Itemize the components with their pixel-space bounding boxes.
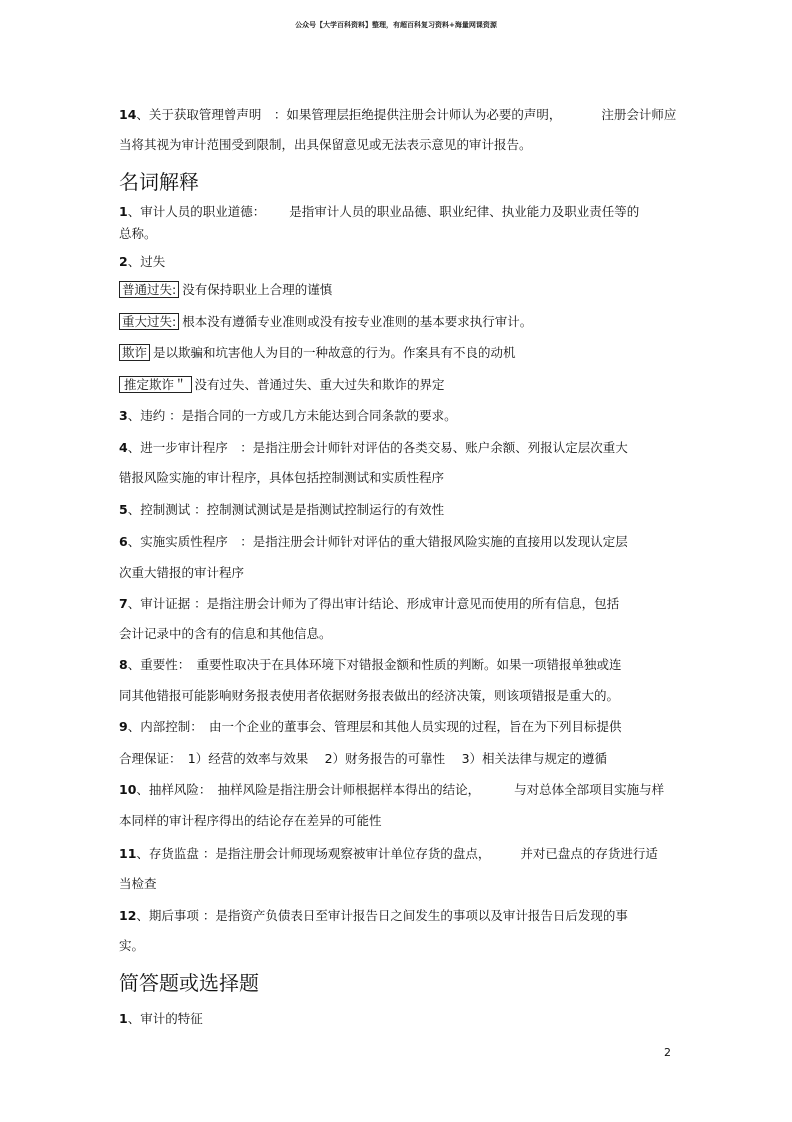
term-4-line1 [119,440,628,456]
page-header: 公众号【大学百科资料】整理，有超百科复习资料+海量网课资源 [295,21,497,29]
boxed-term: 重大过失: [119,313,179,330]
section-heading-terms: 名词解释 [119,170,199,194]
term-ordinary-negligence [119,282,332,298]
term-fraud [119,345,516,361]
term-11-text-b: 并对已盘点的存货进行适 [520,846,658,861]
term-1-line2: 总称。 [119,226,157,241]
item-number: 12 [119,908,137,923]
term-1-title: 、审计人员的职业道德： [127,204,266,219]
item-number: 11 [119,846,137,861]
term-12-line1 [119,908,628,924]
term-constructive-fraud [119,377,445,393]
section-heading-short-answer: 简答题或选择题 [119,971,259,995]
item-number: 14 [119,107,137,122]
term-6-line2: 次重大错报的审计程序 [119,565,245,580]
item-number: 10 [119,782,137,797]
term-9-line2: 合理保证： 1）经营的效率与效果 2）财务报告的可靠性 3）相关法律与规定的遵循 [119,751,608,766]
term-5-text: 、控制测试 ：控制测试测试是是指测试控制运行的有效性 [127,502,445,517]
term-def: 根本没有遵循专业准则或没有按专业准则的基本要求执行审计。 [182,314,533,329]
term-8-line1 [119,657,621,673]
page-number: 2 [664,1046,671,1059]
term-def: 没有过失、普通过失、重大过失和欺诈的界定 [194,377,445,392]
term-gross-negligence [119,314,532,330]
term-def: 是以欺骗和坑害他人为目的一种故意的行为。作案具有不良的动机 [153,345,516,360]
term-2-title: 、过失 [127,254,166,269]
term-12-text: 、期后事项 ：是指资产负债表日至审计报告日之间发生的事项以及审计报告日后发现的事 [136,908,628,923]
term-6-text: 、实施实质性程序 ：是指注册会计师针对评估的重大错报风险实施的直接用以发现认定层 [127,534,628,549]
item-number: 1 [119,204,128,219]
term-5 [119,502,444,518]
question-1-text: 、审计的特征 [127,1011,203,1026]
item-number: 6 [119,534,128,549]
term-6-line1 [119,534,628,550]
term-9-line1 [119,719,621,735]
item-number: 2 [119,254,128,269]
item-14-line2: 当将其视为审计范围受到限制，出具保留意见或无法表示意见的审计报告。 [119,137,532,152]
item-number: 5 [119,502,128,517]
term-10-text-a: 、抽样风险： 抽样风险是指注册会计师根据样本得出的结论， [136,782,481,797]
term-10-line1 [119,782,664,798]
term-4-line2: 错报风险实施的审计程序，具体包括控制测试和实质性程序 [119,470,445,485]
term-8-text: 、重要性： 重要性取决于在具体环境下对错报金额和性质的判断。如果一项错报单独或连 [127,657,622,672]
item-number: 3 [119,408,128,423]
item-number: 1 [119,1011,128,1026]
term-12-line2: 实。 [119,938,145,953]
boxed-term: 普通过失: [119,281,179,298]
term-10-text-b: 与对总体全部项目实施与样 [514,782,665,797]
term-3 [119,408,457,424]
term-1-def: 是指审计人员的职业品德、职业纪律、执业能力及职业责任等的 [289,204,640,219]
item-14-text-a: 、关于获取管理曾声明 ：如果管理层拒绝提供注册会计师认为必要的声明， [136,107,562,122]
item-14-line1 [119,107,676,123]
term-11-text-a: 、存货监盘 ：是指注册会计师现场观察被审计单位存货的盘点， [136,846,491,861]
term-4-text: 、进一步审计程序 ：是指注册会计师针对评估的各类交易、账户余额、列报认定层次重大 [127,440,628,455]
item-number: 8 [119,657,128,672]
term-10-line2: 本同样的审计程序得出的结论存在差异的可能性 [119,813,382,828]
term-11-line1 [119,846,658,862]
term-3-text: 、违约 ：是指合同的一方或几方未能达到合同条款的要求。 [127,408,457,423]
term-8-line2: 同其他错报可能影响财务报表使用者依据财务报表做出的经济决策，则该项错报是重大的。 [119,688,620,703]
term-def: 没有保持职业上合理的谨慎 [182,282,333,297]
boxed-term: 欺诈 [119,344,150,361]
term-2 [119,254,165,270]
boxed-term: 推定欺诈＂ [119,376,192,393]
term-11-line2: 当检查 [119,876,157,891]
question-1 [119,1011,203,1027]
term-7-text: 、审计证据 ：是指注册会计师为了得出审计结论、形成审计意见而使用的所有信息，包括 [127,596,620,611]
term-1-line1 [119,204,639,220]
term-7-line1 [119,596,619,612]
term-9-text: 、内部控制： 由一个企业的董事会、管理层和其他人员实现的过程，旨在为下列目标提供 [127,719,622,734]
item-14-text-b: 注册会计师应 [601,107,677,122]
item-number: 7 [119,596,128,611]
item-number: 4 [119,440,128,455]
term-7-line2: 会计记录中的含有的信息和其他信息。 [119,626,332,641]
item-number: 9 [119,719,128,734]
